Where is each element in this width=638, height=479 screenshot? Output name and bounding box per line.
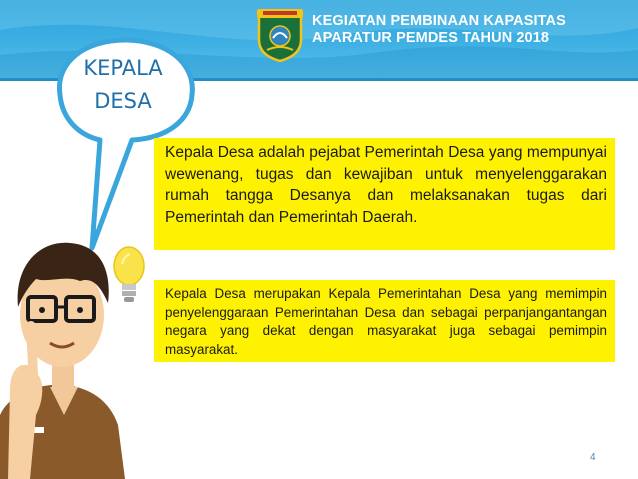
man-pointing-icon — [0, 215, 125, 479]
definition-box-1: Kepala Desa adalah pejabat Pemerintah Desa yang mempunyai wewenang, tugas dan kewajiban untuk menyelenggarakan rumah tangga Desanya dan melaksanakan tugas dari Pemerintah dan Pemerintah Daerah. — [154, 138, 615, 250]
bubble-line-1: KEPALA — [83, 56, 163, 80]
title-line-2: APARATUR PEMDES TAHUN 2018 — [312, 30, 550, 46]
definition-box-2: Kepala Desa merupakan Kepala Pemerintahan Desa yang memimpin penyelenggaraan Pemerintahan Desa dan sebagai perpanjangantangan negara yang dekat dengan masyarakat juga sebagai pemimpin masyarakat. — [154, 280, 615, 362]
bubble-line-2: DESA — [94, 89, 152, 113]
title-line-1: KEGIATAN PEMBINAAN KAPASITAS — [312, 13, 566, 29]
speech-bubble-text — [58, 52, 188, 118]
page-number: 4 — [590, 452, 596, 463]
